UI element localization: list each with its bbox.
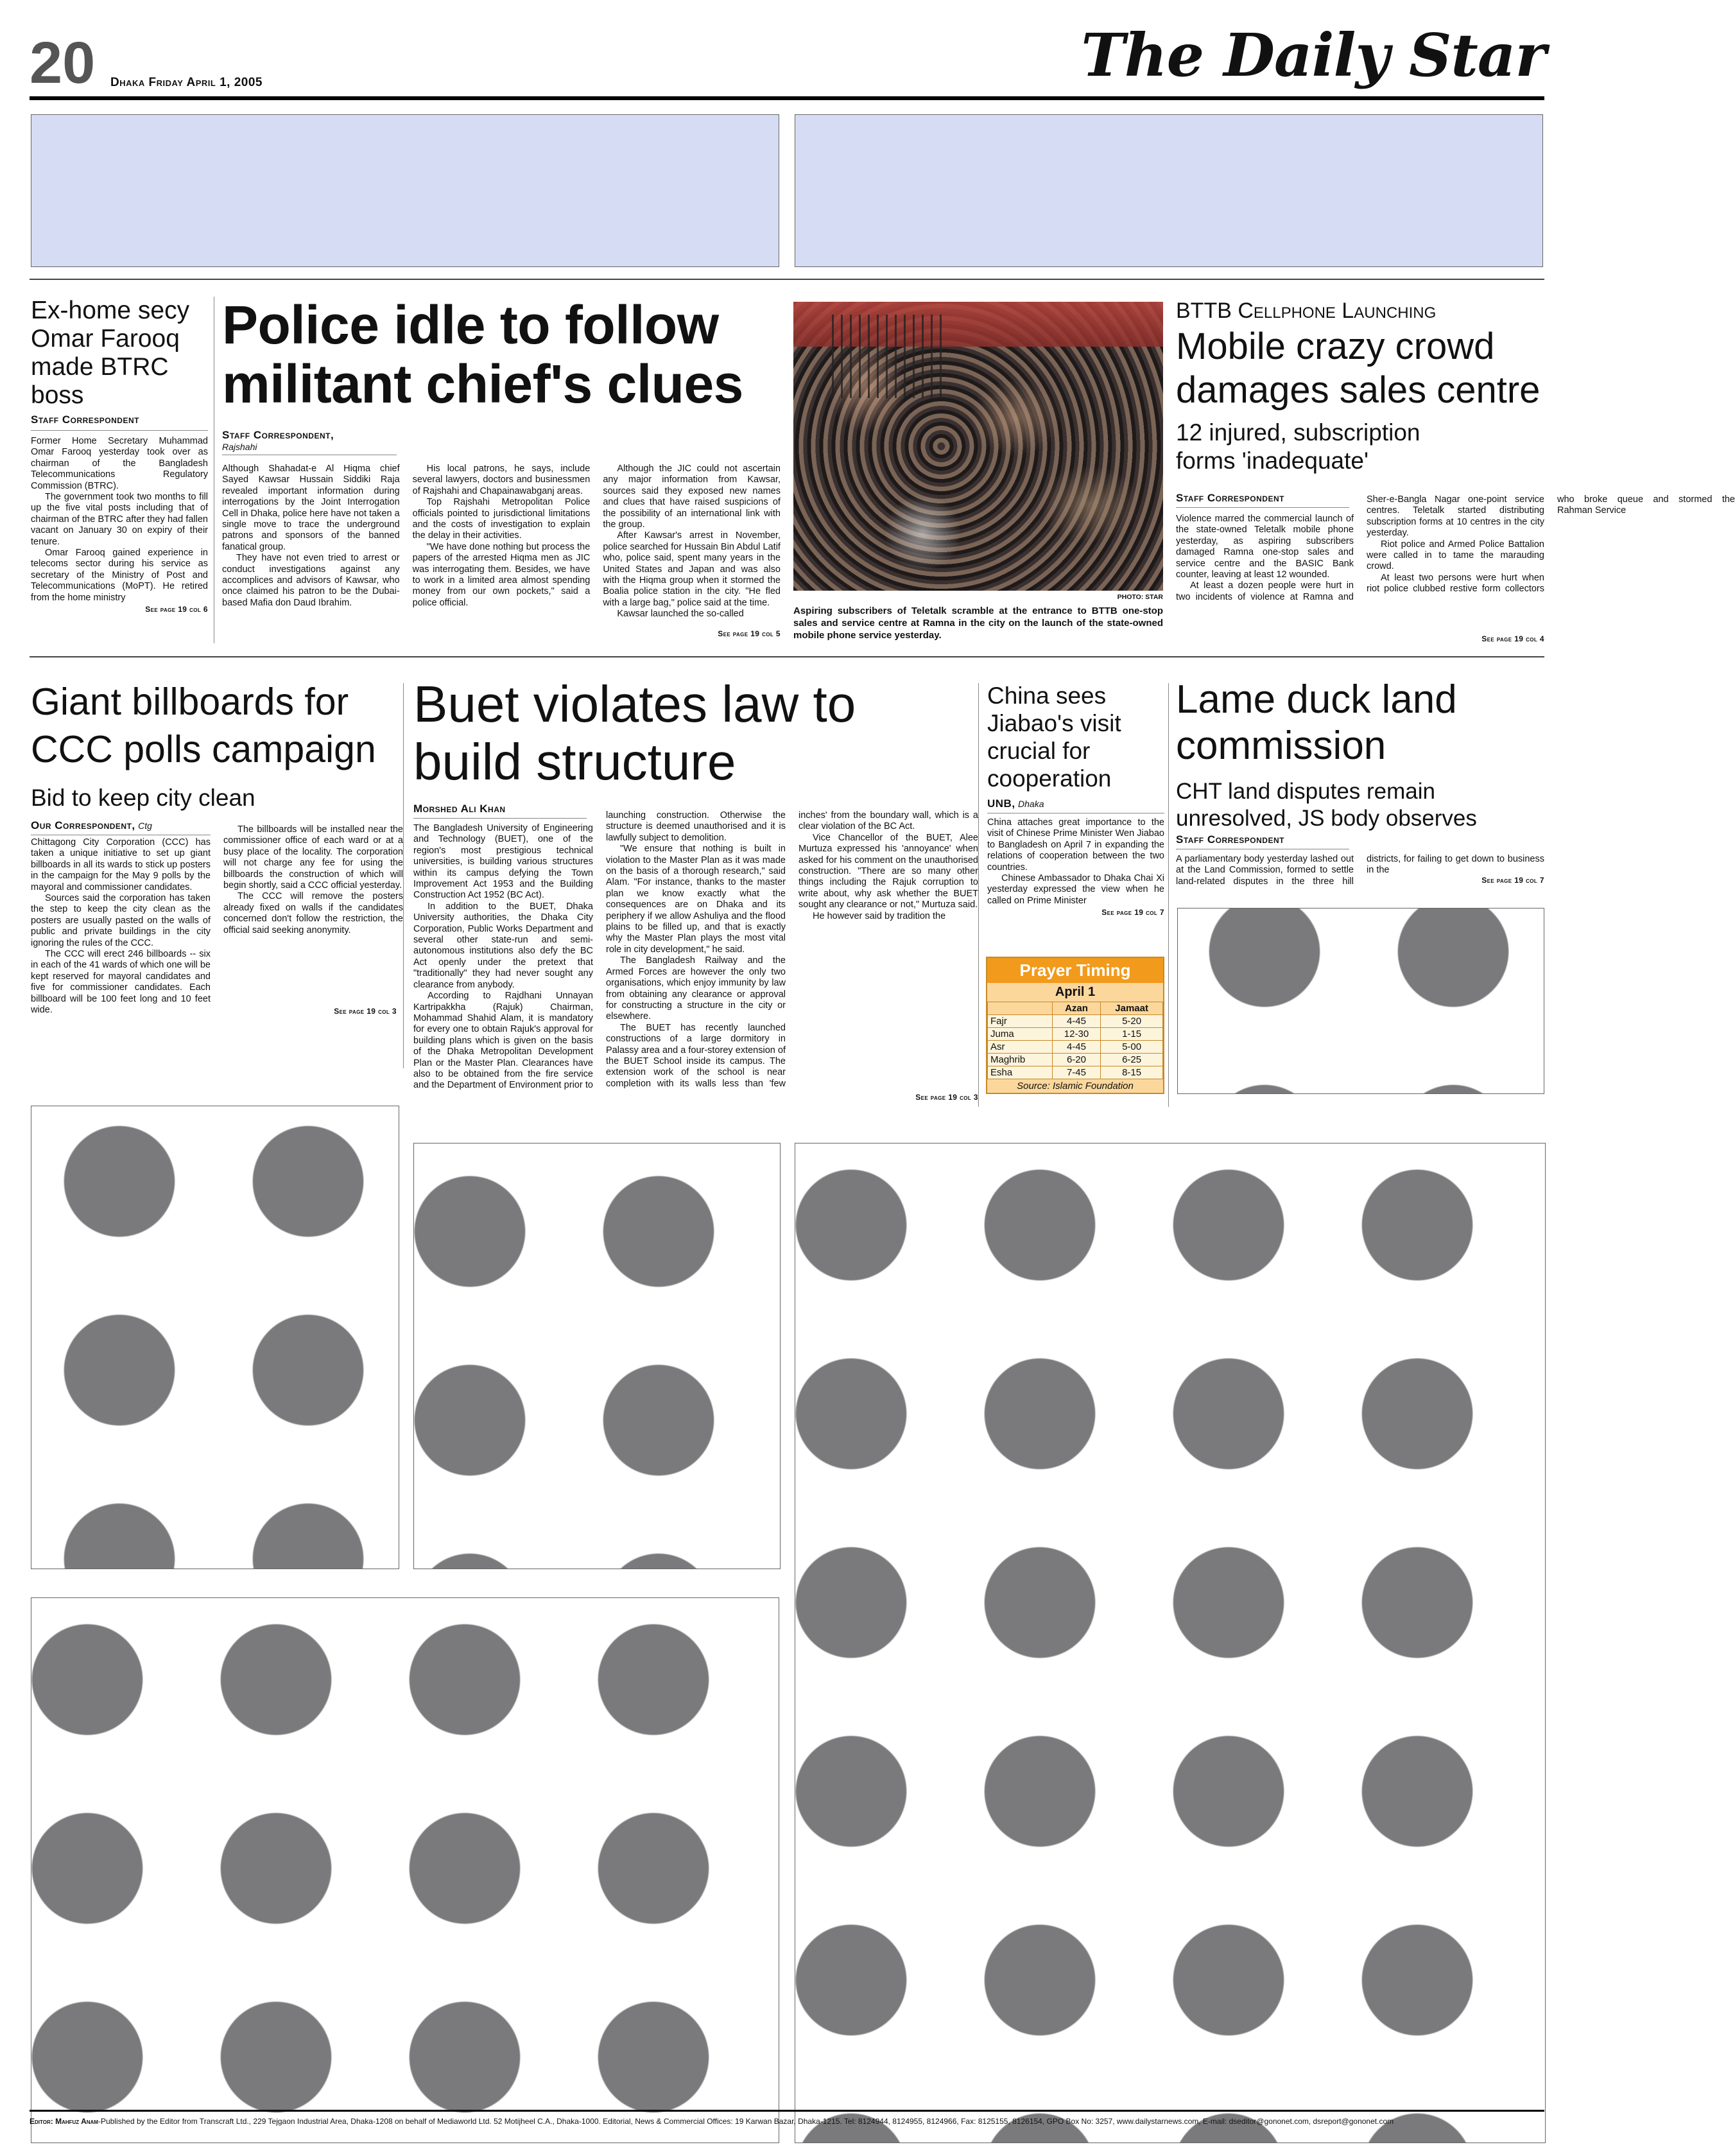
table-header-row (988, 1002, 1163, 1015)
jamaat-time: 5-00 (1101, 1041, 1163, 1054)
table-row (988, 1066, 1163, 1079)
paragraph: He however said by tradition the (813, 910, 946, 921)
headline: Giant billboards for CCC polls campaign (31, 681, 376, 770)
story-police (222, 295, 781, 413)
paragraph: Sources said the corporation has taken the step to keep the city clean as the posters are usually pasted on the walls of public and private buildings in the city ignoring the rules of the CCC. (31, 893, 211, 948)
article-body (31, 436, 208, 604)
jamaat-time: 6-25 (1101, 1054, 1163, 1066)
column-header: Jamaat (1101, 1002, 1163, 1015)
story-land (1176, 677, 1548, 832)
column-divider (1168, 683, 1169, 1107)
ad-space-left-middle (31, 1106, 399, 1569)
headline: Mobile crazy crowd damages sales centre (1176, 326, 1541, 411)
headline: Lame duck land commission (1176, 677, 1457, 768)
paragraph: A parliamentary body yesterday lashed out at the Land Commission, formed to settle land-related disputes in the three hill districts, for failing to get down to business in the (1176, 854, 1544, 887)
section-divider-top (30, 279, 1544, 280)
article-body (987, 817, 1164, 907)
headline: Buet violates law to build structure (413, 675, 856, 790)
billboards-article-body (31, 824, 403, 1021)
story-btrc (31, 297, 208, 614)
subhead: Bid to keep city clean (31, 785, 255, 811)
jump-line: See page 19 col 7 (1481, 876, 1544, 885)
story-bttb (1176, 298, 1544, 475)
prayer-name: Maghrib (988, 1054, 1053, 1066)
paragraph: Former Home Secretary Muhammad Omar Farooq yesterday took over as chairman of the Bangladesh Telecommunications Regulatory Commission (BTRC). (31, 436, 208, 491)
location: Ctg (138, 821, 152, 831)
paragraph (1176, 494, 1354, 514)
paragraph: The BUET has recently launched constructions of a large dormitory in Palassy area and a four-storey extension of the BUET School inside its campus. The extension work of the school is near completion with its walls less than 'few inches' from the boundary wall, which is a clear violation of the BC Act. (606, 810, 978, 1089)
dateline: Dhaka Friday April 1, 2005 (110, 76, 263, 89)
paragraph (31, 824, 211, 837)
paragraph: The Bangladesh Railway and the Armed Forces are however the only two organisations, which enjoy immunity by law from obtaining any clearance or approval for constructing a structure in the city or elsewhere. (606, 955, 786, 1022)
paragraph: Top Rajshahi Metropolitan Police officials pointed to jurisdictional limitations and the costs of investigation to explain the delay in their activities. (412, 497, 591, 541)
news-photo-crowd (793, 302, 1163, 591)
paragraph: They have not even tried to arrest or conduct investigations against any accomplices and advisors of Kawsar, who once claimed his patron to be the Dubai-based Mafia don Daud Ibrahim. (222, 553, 400, 608)
prayer-source: Source: Islamic Foundation (987, 1079, 1163, 1093)
masthead-rule (30, 96, 1544, 100)
column-header (988, 1002, 1053, 1015)
jump-line: See page 19 col 4 (1481, 634, 1544, 643)
table-row (988, 1054, 1163, 1066)
paragraph: "We ensure that nothing is built in violation to the Master Plan as it was made on the basis of a thorough research," said Alam. "For instance, thanks to the master plan we know exactly what the consequences are on Dhaka and its periphery if we allow Ashuliya and the flood plains to be filled up, and that is exactly why the Master Plan plays the most vital role in city development," he said. (606, 844, 786, 955)
paragraph: The CCC will erect 246 billboards -- six in each of the 41 wards of which one will be kept reserved for mayoral candidates and five for commissioner candidates. Each billboard will be 100 feet long and 10 feet wide. (31, 949, 211, 1016)
paragraph: After Kawsar's arrest in November, police searched for Hussain Bin Abdul Latif who, police said, spent many years in the United States and Japan and was also with the Hiqma group when it stormed the Boalia police station in the city. "He fled with a large bag," police said at the time. (603, 530, 781, 608)
imprint-text: -Published by the Editor from Transcraft Ltd., 229 Tejgaon Industrial Area, Dhaka-1208 on behalf of Mediaworld Ltd. 52 Motijheel C.A., Dhaka-1000. Editorial, News & Commercial Offices: 19 Karwan Bazar, Dhaka-1215. Tel: 8124944, 8124955, 8124966, Fax: 8125155, 8126154, GPO Box No: 3257, www.dailystarnews.com, E-mail: dseditor@gononet.com, dsreport@gononet.com (98, 2117, 1394, 2126)
location: Dhaka (1018, 799, 1044, 809)
headline: Police idle to follow militant chief's clues (222, 295, 743, 414)
footer-rule (30, 2110, 1544, 2112)
police-article-body (222, 464, 781, 622)
jamaat-time: 1-15 (1101, 1028, 1163, 1041)
headline: China sees Jiabao's visit crucial for cooperation (987, 682, 1121, 792)
prayer-timing-box (986, 957, 1164, 1094)
prayer-title: Prayer Timing (987, 958, 1163, 983)
land-byline-block (1176, 833, 1349, 849)
story-buet (413, 675, 978, 791)
byline: Staff Correspondent (31, 413, 139, 426)
footer-imprint (30, 2117, 1546, 2126)
table-row (988, 1041, 1163, 1054)
paragraph: At least two persons were hurt when riot police clubbed restive form collectors who broke queue and stormed the Rahman Service (1367, 494, 1735, 595)
column-divider (403, 683, 404, 1068)
subhead: CHT land disputes remain unresolved, JS body observes (1176, 779, 1477, 831)
jamaat-time: 8-15 (1101, 1066, 1163, 1079)
paragraph: The Bangladesh University of Engineering and Technology (BUET), one of the region's most prestigious technical universities, is building various structures within its campus defying the Town Improvement Act 1953 and the Building Construction Act 1952 (BC Act). (413, 823, 593, 901)
editor-label: Editor: Mahfuz Anam (30, 2117, 98, 2126)
jump-line: See page 19 col 7 (1101, 908, 1164, 917)
azan-time: 6-20 (1052, 1054, 1101, 1066)
headline: Ex-home secy Omar Farooq made BTRC boss (31, 297, 190, 409)
ad-space-right-large (795, 1143, 1546, 2143)
paragraph: Riot police and Armed Police Battalion were called in to tame the marauding crowd. (1367, 539, 1544, 572)
paragraph: At least a dozen people were hurt in two incidents of violence at Ramna and Sher-e-Bangla Nagar one-point service centres. Teletalk started distributing subscription forms at 10 centres in the city yesterday. (1176, 494, 1544, 602)
photo-gate (832, 315, 947, 398)
azan-time: 4-45 (1052, 1015, 1101, 1028)
subhead: 12 injured, subscription forms 'inadequate' (1176, 419, 1420, 474)
table-row (988, 1015, 1163, 1028)
paragraph: Violence marred the commercial launch of the state-owned Teletalk mobile phone yesterday, as aspiring subscribers damaged Ramna one-stop sales and service centre and the BASIC Bank counter, leaving at least 12 wounded. (1176, 514, 1354, 580)
ad-space-land (1177, 908, 1544, 1094)
paragraph: Chinese Ambassador to Dhaka Chai Xi yesterday expressed the view when he called on Prime Minister (987, 873, 1164, 906)
azan-time: 7-45 (1052, 1066, 1101, 1079)
paragraph: Omar Farooq gained experience in telecoms sector during his service as secretary of the Ministry of Post and Telecommunications (MoPT). He retired from the home ministry (31, 548, 208, 603)
byline: UNB, (987, 797, 1015, 810)
section-divider-mid (30, 656, 1544, 657)
story-billboards (31, 678, 403, 812)
azan-time: 4-45 (1052, 1041, 1101, 1054)
photo-caption: Aspiring subscribers of Teletalk scramble at the entrance to BTTB one-stop sales and service centre at Ramna in the city on the launch of the state-owned mobile phone service yesterday. (793, 605, 1163, 641)
prayer-name: Fajr (988, 1015, 1053, 1028)
column-divider (978, 683, 979, 1107)
bttb-article-body (1176, 494, 1735, 611)
prayer-name: Esha (988, 1066, 1053, 1079)
paragraph: His local patrons, he says, include several lawyers, doctors and businessmen of Rajshahi and Chapainawabganj areas. (412, 464, 591, 496)
prayer-table (987, 1002, 1163, 1079)
location: Rajshahi (222, 442, 397, 455)
jump-line: See page 19 col 6 (145, 605, 208, 614)
paragraph: According to Rajdhani Unnayan Kartripakkha (Rajuk) Chairman, Mohammad Shahid Alam, it is mandatory for every one to obtain Rajuk's approval for building plans which is given on the basis of the Dhaka Metropolitan Development Plan or the Master Plan. Clearances have also to be obtained from the fire service and the Department of Environment prior to launching construction. Otherwise the structure is deemed unauthorised and it is lawfully subject to demolition. (413, 810, 786, 1091)
prayer-date: April 1 (987, 983, 1163, 1002)
prayer-name: Juma (988, 1028, 1053, 1041)
jamaat-time: 5-20 (1101, 1015, 1163, 1028)
paragraph: Chittagong City Corporation (CCC) has taken a unique initiative to set up giant billboards in all its wards to stick up posters in the campaign for the May 9 polls by the mayoral and commissioner candidates. (31, 837, 211, 892)
story-china (987, 682, 1164, 917)
paragraph: The billboards will be installed near the commissioner office of each ward or at a busy place of the locality. The corporation will not charge any fee for using the billboards the construction of which will begin shortly, said a CCC official yesterday. (223, 824, 403, 891)
byline: Morshed Ali Khan (413, 803, 587, 819)
paragraph: "We have done nothing but process the papers of the arrested Hiqma men as JIC was interrogating them. Besides, we have to work in a limited area almost spending money from our own pockets," said a police official. (412, 541, 591, 608)
ad-space-top-right (795, 114, 1543, 267)
table-row (988, 1028, 1163, 1041)
byline-rule (31, 430, 208, 431)
ad-space-bottom-left (31, 1597, 779, 2143)
paragraph: In addition to the BUET, Dhaka University authorities, the Dhaka City Corporation, Public Works Department and several other state-run and semi-autonomous institutions also defy the BC Act openly under the pretext that "traditionally" they had never sought any clearance from anybody. (413, 901, 593, 990)
buet-article-body (413, 810, 978, 1093)
byline: Staff Correspondent (1176, 833, 1349, 849)
jump-line: See page 19 col 3 (915, 1093, 978, 1102)
paragraph: Vice Chancellor of the BUET, Alee Murtuza expressed his 'annoyance' when asked for his comment on the unauthorised construction. "There are so many other things including the Rajuk corruption to write about, why ask whether the BUET sought any clearance or not," Murtuza said. (798, 832, 978, 910)
paragraph: Although Shahadat-e Al Hiqma chief Sayed Kawsar Hussain Siddiki Raja revealed important information during interrogations by the Joint Interrogation Cell in Dhaka, police here have not taken a single move to trace the underground patrons and sponsors of the banned fanatical group. (222, 464, 400, 552)
prayer-name: Asr (988, 1041, 1053, 1054)
byline: Staff Correspondent, (222, 429, 334, 441)
jump-line: See page 19 col 3 (334, 1007, 397, 1016)
police-byline-block (222, 429, 397, 460)
azan-time: 12-30 (1052, 1028, 1101, 1041)
byline: Staff Correspondent (1176, 492, 1349, 508)
paragraph: Although the JIC could not ascertain any major information from Kawsar, sources said they exposed new names and clues that have raised suspicions of the possibility of an international link with the group. (603, 464, 781, 530)
paragraph: The government took two months to fill up the five vital posts including that of chairman of the BTRC after they had fallen vacant on January 30 on expiry of their tenure. (31, 492, 208, 547)
jump-line: See page 19 col 5 (718, 629, 781, 638)
ad-space-center-middle (413, 1143, 781, 1569)
ad-space-top-left (31, 114, 779, 267)
kicker: BTTB Cellphone Launching (1176, 299, 1437, 323)
paragraph: Kawsar launched the so-called (617, 609, 744, 620)
paragraph (413, 810, 593, 823)
paragraph: China attaches great importance to the visit of Chinese Prime Minister Wen Jiabao to Bangladesh on April 7 in expanding the relations of cooperation between the two countries. (987, 817, 1164, 873)
byline: Our Correspondent, (31, 819, 135, 831)
photo-credit: PHOTO: STAR (1117, 593, 1163, 601)
newspaper-logo: The Daily Star (1081, 21, 1546, 90)
byline-line (987, 797, 1164, 810)
page-number: 20 (30, 30, 96, 96)
column-header: Azan (1052, 1002, 1101, 1015)
paragraph: The CCC will remove the posters already fixed on walls if the candidates concerned don't follow the restriction, the official said seeking anonymity. (223, 891, 403, 935)
